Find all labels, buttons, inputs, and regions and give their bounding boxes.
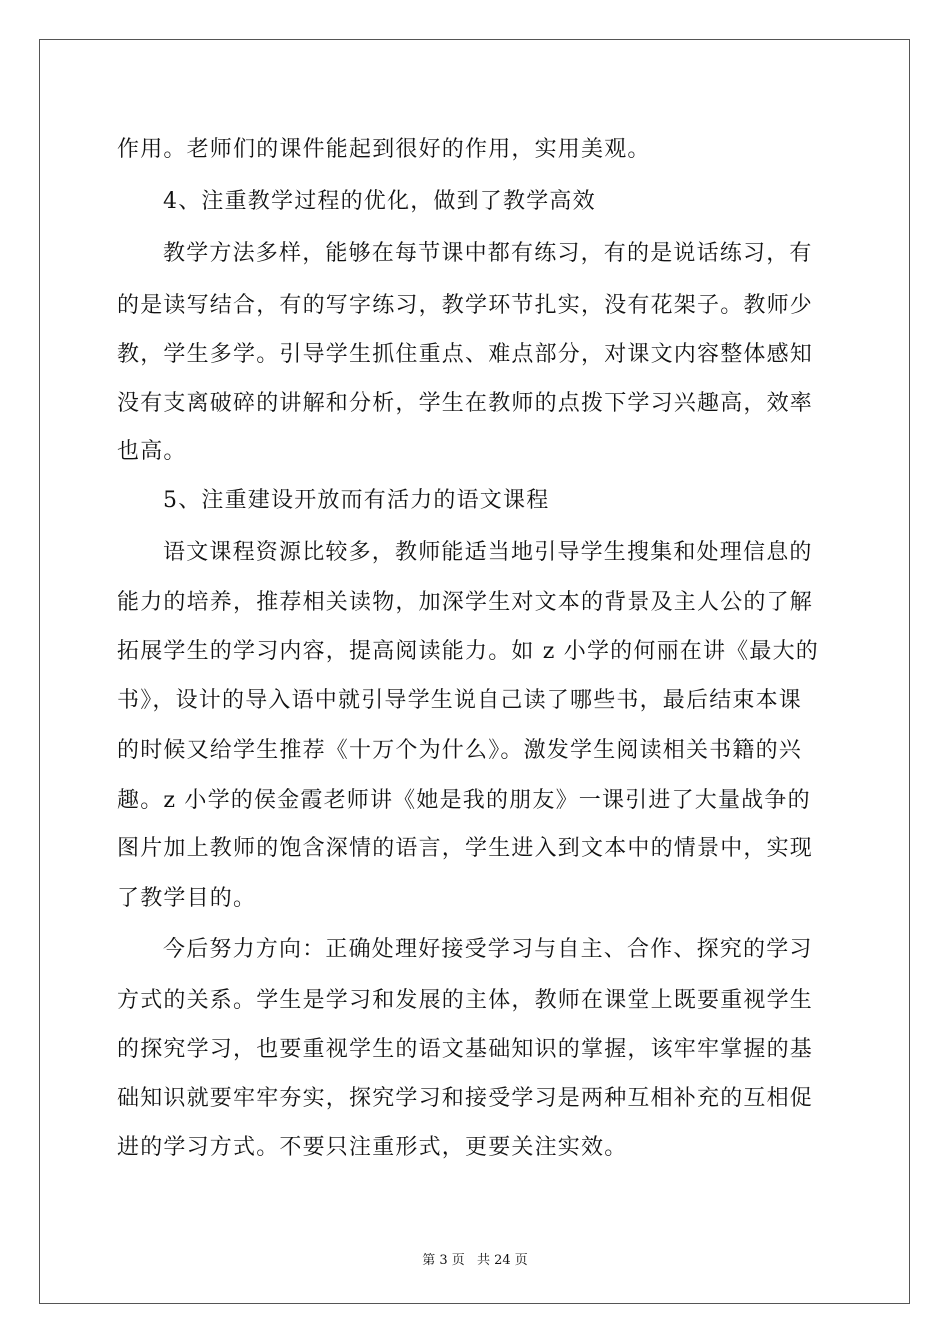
- section-heading: 4、注重教学过程的优化，做到了教学高效: [163, 189, 596, 214]
- text-line: 趣。z 小学的侯金霞老师讲《她是我的朋友》一课引进了大量战争的: [117, 788, 811, 813]
- text-line: 作用。老师们的课件能起到很好的作用，实用美观。: [117, 137, 651, 162]
- text-line: 方式的关系。学生是学习和发展的主体，教师在课堂上既要重视学生: [117, 988, 814, 1013]
- text-line: 的探究学习，也要重视学生的语文基础知识的掌握，该牢牢掌握的基: [117, 1037, 814, 1062]
- text-line: 的时候又给学生推荐《十万个为什么》。激发学生阅读相关书籍的兴: [117, 738, 803, 763]
- text-line: 没有支离破碎的讲解和分析，学生在教师的点拨下学习兴趣高，效率: [117, 391, 814, 416]
- page-total: 共 24 页: [476, 1253, 528, 1268]
- text-line: 能力的培养，推荐相关读物，加深学生对文本的背景及主人公的了解: [117, 590, 814, 615]
- page-border: [39, 39, 910, 1304]
- text-line: 的是读写结合，有的写字练习，教学环节扎实，没有花架子。教师少: [117, 293, 814, 318]
- text-line: 础知识就要牢牢夯实，探究学习和接受学习是两种互相补充的互相促: [117, 1086, 814, 1111]
- text-line: 语文课程资源比较多，教师能适当地引导学生搜集和处理信息的: [163, 540, 813, 565]
- text-line: 图片加上教师的饱含深情的语言，学生进入到文本中的情景中，实现: [117, 836, 814, 861]
- text-line: 书》，设计的导入语中就引导学生说自己读了哪些书，最后结束本课: [117, 688, 803, 713]
- text-line: 教学方法多样，能够在每节课中都有练习，有的是说话练习，有: [163, 241, 813, 266]
- page-footer: [0, 1249, 950, 1268]
- text-line: 教，学生多学。引导学生抓住重点、难点部分，对课文内容整体感知: [117, 342, 814, 367]
- text-line: 今后努力方向：正确处理好接受学习与自主、合作、探究的学习: [163, 937, 813, 962]
- text-line: 进的学习方式。不要只注重形式，更要关注实效。: [117, 1135, 628, 1160]
- section-heading: 5、注重建设开放而有活力的语文课程: [163, 488, 550, 513]
- text-line: 拓展学生的学习内容，提高阅读能力。如 z 小学的何丽在讲《最大的: [117, 639, 819, 664]
- text-line: 了教学目的。: [117, 886, 257, 911]
- text-line: 也高。: [117, 439, 187, 464]
- page-number: 第 3 页: [422, 1253, 465, 1268]
